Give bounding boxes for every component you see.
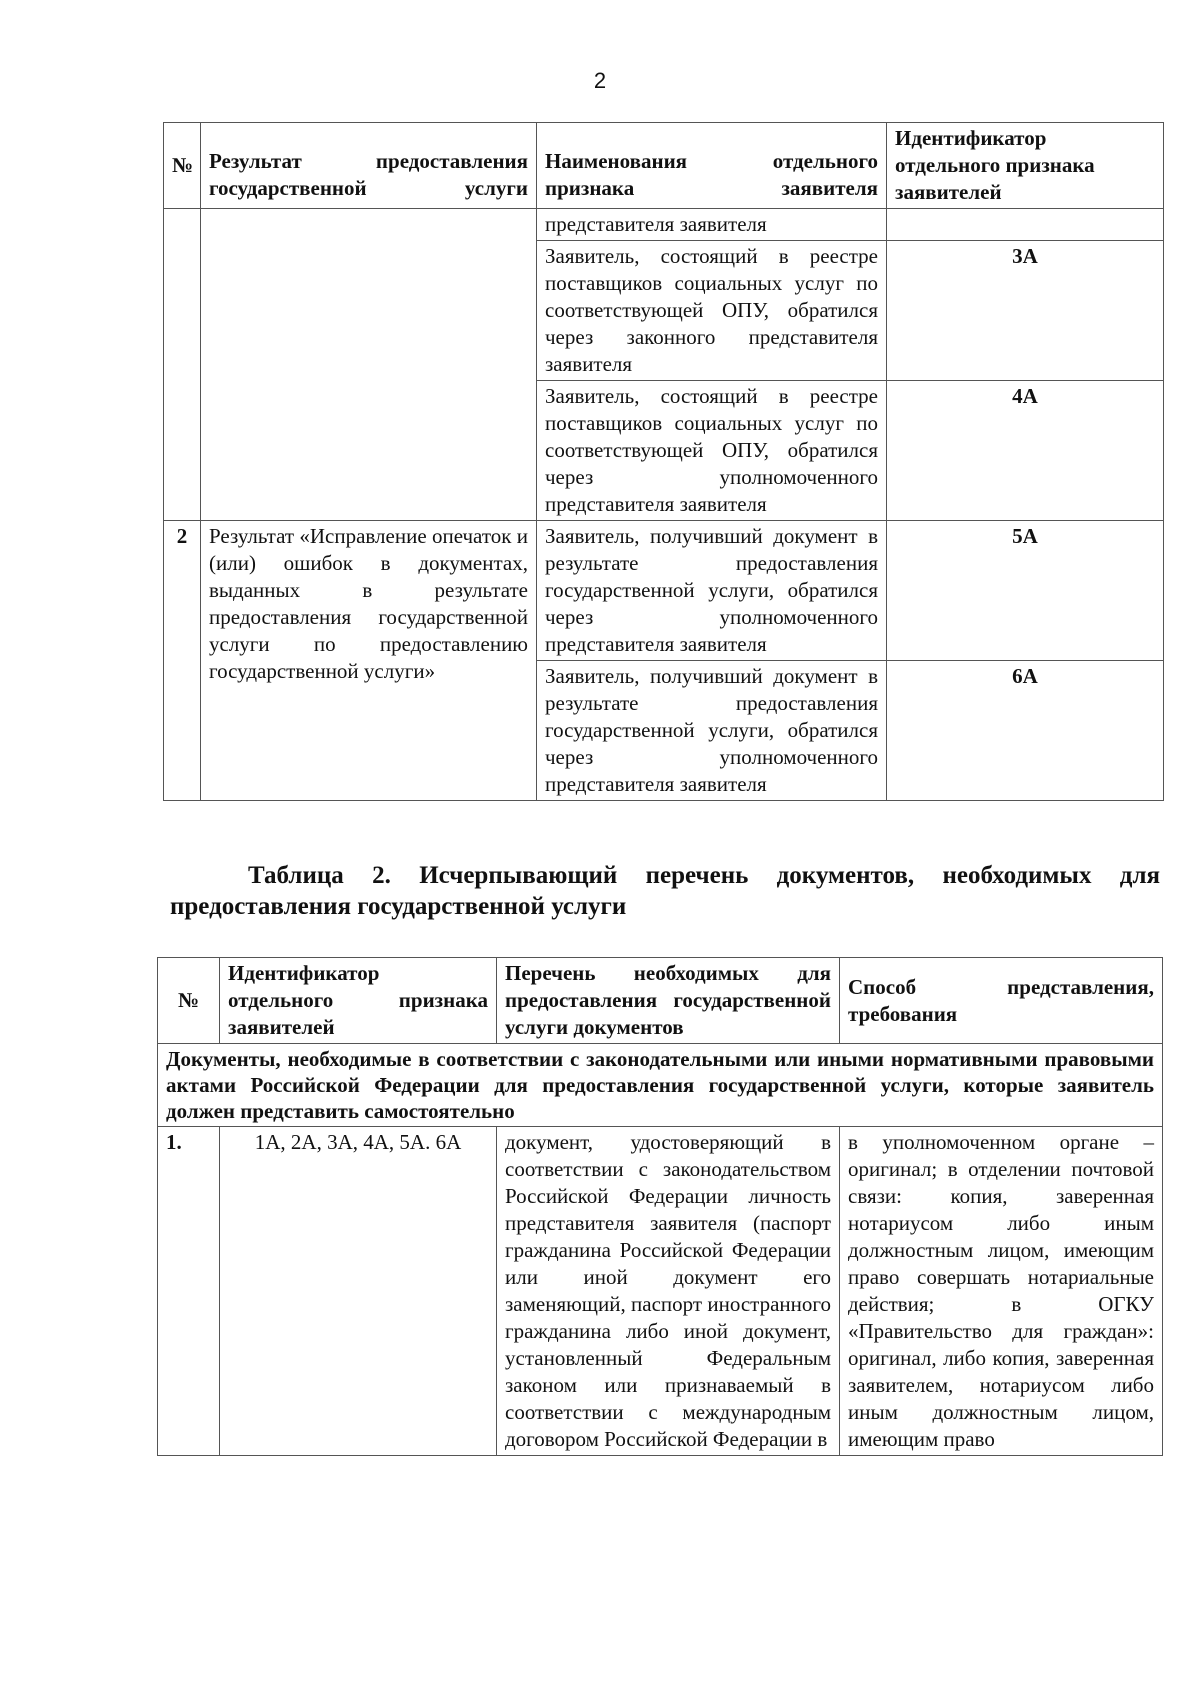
page-number: 2: [593, 68, 607, 93]
empty-result-cell: [201, 209, 537, 521]
documents-table: [157, 957, 1163, 1456]
id-cell: 3А: [887, 241, 1164, 381]
table-header-row: [158, 958, 1163, 1044]
id-cell: 5А: [887, 521, 1164, 661]
document-cell: документ, удостоверяющий в соответствии с законодательством Российской Федерации личность представителя заявителя (паспорт гражданина Российской Федерации или иной документ его заменяющий, паспорт иностранного гражданина либо иной документ, установленный Федеральным законом или признаваемый в соответствии с международным договором Российской Федерации в: [497, 1127, 840, 1456]
applicant-features-table: [163, 122, 1164, 801]
table-caption: Таблица 2. Исчерпывающий перечень документов, необходимых для предоставления государственной услуги: [170, 862, 1160, 920]
id-cell: 6А: [887, 661, 1164, 801]
column-header-number: №: [164, 123, 201, 209]
result-cell: Результат «Исправление опечаток и (или) ошибок в документах, выданных в результате предоставления государственной услуги по предоставлению государственной услуги»: [201, 521, 537, 801]
feature-cell: Заявитель, состоящий в реестре поставщиков социальных услуг по соответствующей ОПУ, обратился через уполномоченного представителя заявителя: [537, 381, 887, 521]
feature-cell: Заявитель, состоящий в реестре поставщиков социальных услуг по соответствующей ОПУ, обратился через законного представителя заявителя: [537, 241, 887, 381]
row-number-cell: 1.: [158, 1127, 220, 1456]
column-header-feature: Наименования отдельного признака заявителя: [537, 123, 887, 209]
column-header-number: №: [158, 958, 220, 1044]
table-row: [164, 209, 1164, 241]
feature-cell: Заявитель, получивший документ в результате предоставления государственной услуги, обратился через уполномоченного представителя заявителя: [537, 661, 887, 801]
table-row: [158, 1127, 1163, 1456]
column-header-documents: Перечень необходимых для предоставления государственной услуги документов: [497, 958, 840, 1044]
empty-number-cell: [164, 209, 201, 521]
column-header-method: Способ представления, требования: [840, 958, 1163, 1044]
empty-id-cell: [887, 209, 1164, 241]
column-header-id: Идентификатор отдельного признака заявителей: [887, 123, 1164, 209]
feature-cell: Заявитель, получивший документ в результате предоставления государственной услуги, обратился через уполномоченного представителя заявителя: [537, 521, 887, 661]
column-header-result: Результат предоставления государственной услуги: [201, 123, 537, 209]
table-row: [164, 521, 1164, 661]
section-title: Документы, необходимые в соответствии с законодательными или иными нормативными правовыми актами Российской Федерации для предоставления государственной услуги, которые заявитель должен представить самостоятельно: [158, 1044, 1163, 1127]
method-cell: в уполномоченном органе – оригинал; в отделении почтовой связи: копия, заверенная нотариусом либо иным должностным лицом, имеющим право совершать нотариальные действия; в ОГКУ «Правительство для граждан»: оригинал, либо копия, заверенная заявителем, нотариусом либо иным должностным лицом, имеющим право: [840, 1127, 1163, 1456]
id-cell: 4А: [887, 381, 1164, 521]
section-row: [158, 1044, 1163, 1127]
table-header-row: [164, 123, 1164, 209]
column-header-ids: Идентификатор отдельного признака заявителей: [220, 958, 497, 1044]
feature-continuation: представителя заявителя: [537, 209, 887, 241]
ids-cell: 1А, 2А, 3А, 4А, 5А. 6А: [220, 1127, 497, 1456]
row-number-cell: 2: [164, 521, 201, 801]
